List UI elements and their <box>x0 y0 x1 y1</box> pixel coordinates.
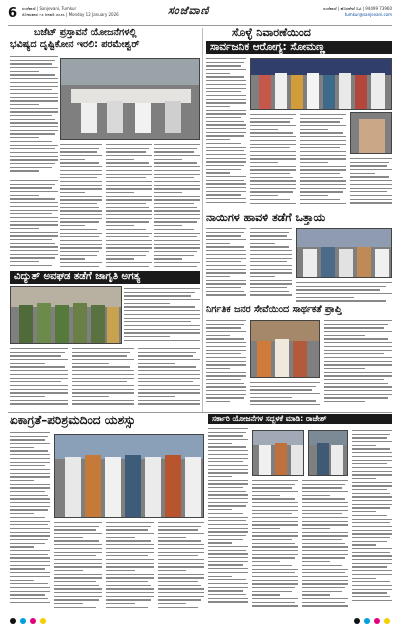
dog-text-col3 <box>296 282 392 304</box>
focus-award-photo <box>54 434 204 518</box>
electric-text-right <box>124 288 200 344</box>
health-text-col4 <box>350 158 392 208</box>
scheme-text-col4 <box>352 430 392 612</box>
health-text-col2 <box>250 114 296 208</box>
headline-dog: ನಾಯಿಗಳ ಹಾವಳಿ ತಡೆಗೆ ಒತ್ತಾಯ <box>206 211 326 224</box>
destitute-text-col2 <box>250 382 320 408</box>
electric-text-col2 <box>72 348 134 408</box>
scheme-photo-1 <box>252 430 304 476</box>
budget-text-col2 <box>60 144 102 268</box>
headline-budget-1: ಬಜೆಟ್ ಪ್ರಸ್ತಾವನೆ ಯೋಜನೆಗಳಲ್ಲಿ <box>34 27 137 38</box>
budget-text-col3 <box>106 144 152 268</box>
focus-text-col2 <box>54 522 102 612</box>
newspaper-logo: ಸಂಜೆವಾಣಿ <box>168 4 210 17</box>
column-divider <box>202 28 203 412</box>
masthead-date: ಸೋಮವಾರ ೧೨ ಜನವರಿ ೨೦೨೬ | Monday 12 January 2026 <box>22 12 119 17</box>
masthead-email: tumkur@sanjevani.com <box>344 12 392 17</box>
health-text-col1 <box>206 58 246 208</box>
registration-mark-cyan-right <box>364 618 370 624</box>
headline-destitute: ನಿರ್ಗತಿಕ ಜನರ ಸೇವೆಯಿಂದ ಸಾರ್ಥಕತೆ ಪ್ರಾಪ್ತಿ <box>206 304 342 315</box>
destitute-photo <box>250 320 320 378</box>
registration-mark-black-right <box>354 618 360 624</box>
scheme-photo-2 <box>308 430 348 476</box>
registration-mark-yellow-right <box>384 618 390 624</box>
electric-text-col1 <box>10 348 68 408</box>
dog-text-col2 <box>250 228 292 300</box>
dog-meeting-photo <box>296 228 392 278</box>
masthead <box>8 4 392 26</box>
registration-mark-magenta <box>30 618 36 624</box>
headline-scheme: ಸರ್ಕಾರಿ ಯೋಜನೆಗಳ ಸದ್ಬಳಕೆ ಮಾಡಿ: ರಾಜೇಶ್ <box>208 414 392 424</box>
scheme-text-col2 <box>252 480 298 612</box>
headline-health-1: ಸೊಳ್ಳೆ ನಿವಾರಣೆಯಿಂದ <box>232 26 311 39</box>
electric-workers-photo <box>10 286 122 344</box>
budget-text-col4 <box>154 144 200 268</box>
masthead-right-line1: ಸಂಜೆವಾಣಿ | ಹೊಸಪೇಟೆ ಬಿಟಿ | 94499 73960 <box>323 6 392 11</box>
headline-health-2: ಸಾರ್ವಜನಿಕ ಆರೋಗ್ಯ: ಸೋಮಣ್ಣ <box>206 41 392 54</box>
headline-electric: ವಿದ್ಯುತ್ ಅವಘಡ ತಡೆಗೆ ಜಾಗೃತಿ ಅಗತ್ಯ <box>10 271 200 284</box>
scheme-text-col3 <box>302 480 348 612</box>
headline-focus: ಏಕಾಗ್ರತೆ–ಪರಿಶ್ರಮದಿಂದ ಯಶಸ್ಸು <box>10 413 136 427</box>
registration-mark-magenta-right <box>374 618 380 624</box>
destitute-text-col1 <box>206 320 246 408</box>
registration-mark-cyan <box>20 618 26 624</box>
focus-text-col4 <box>158 522 204 612</box>
masthead-left-line1: ಸಂಜೆವಾಣಿ | Sanjevani, Tumkur <box>22 6 77 11</box>
focus-text-col3 <box>106 522 154 612</box>
health-event-photo <box>250 58 392 110</box>
page-number: 6 <box>8 6 18 21</box>
focus-text-col1 <box>10 432 50 612</box>
dog-text-col1 <box>206 228 246 300</box>
health-text-col3 <box>300 114 346 208</box>
health-portrait-photo <box>350 112 392 154</box>
budget-text-col1b <box>10 180 58 268</box>
destitute-text-col3 <box>324 320 392 408</box>
registration-mark-yellow <box>40 618 46 624</box>
scheme-text-col1 <box>208 428 248 612</box>
registration-mark-black <box>10 618 16 624</box>
budget-text-col1 <box>10 56 58 176</box>
electric-text-col3 <box>138 348 200 408</box>
budget-meeting-photo <box>60 58 200 140</box>
headline-budget-2: ಭವಿಷ್ಯದ ದೃಷ್ಟಿಕೋನ ಇರಲಿ: ಪರಮೇಶ್ವರ್ <box>10 39 140 50</box>
